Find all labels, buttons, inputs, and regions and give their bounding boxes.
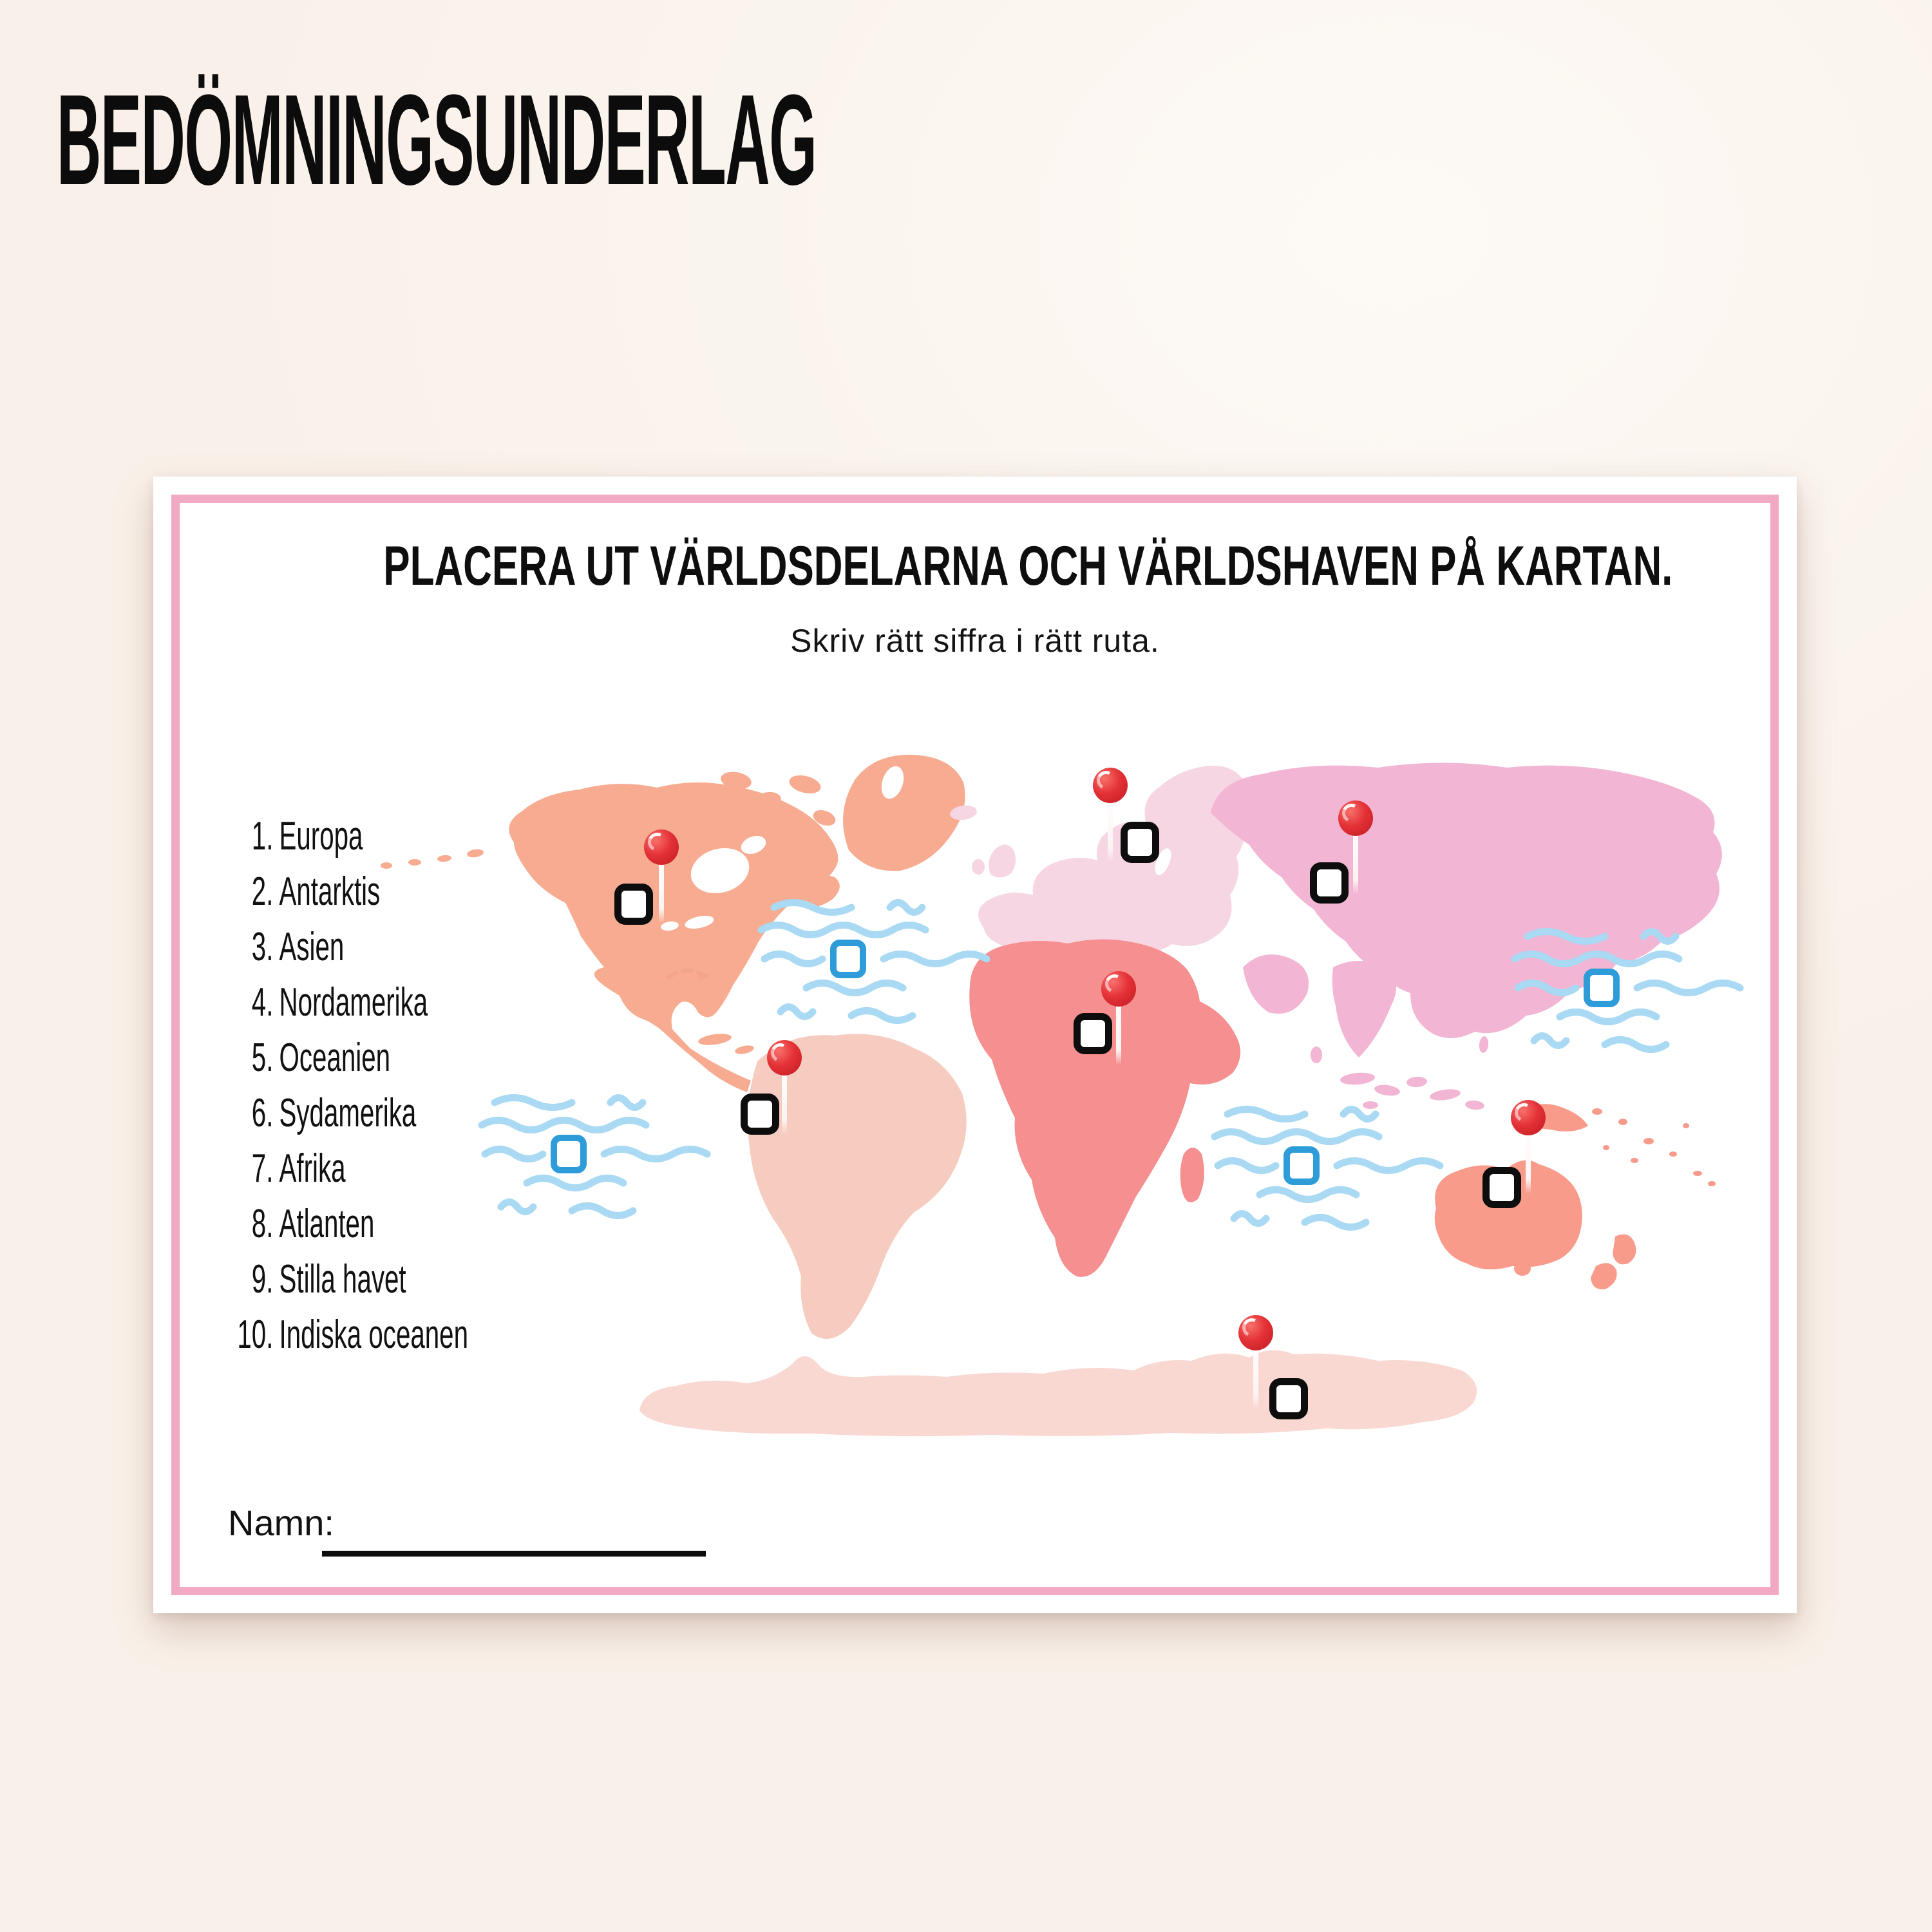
list-item-number: 2. [251, 869, 274, 914]
list-item-label: Oceanien [279, 1036, 391, 1080]
list-item-label: Asien [279, 925, 345, 969]
list-item-6 [233, 1086, 468, 1141]
pin-head [1093, 768, 1128, 803]
answer-box-atlanten[interactable] [830, 940, 866, 978]
list-item-label: Indiska oceanen [279, 1312, 469, 1357]
answer-box-nordamerika[interactable] [614, 884, 653, 925]
worksheet-card [153, 477, 1797, 1613]
name-label: Namn: [228, 1502, 334, 1543]
answer-box-indiska-oceanen[interactable] [1283, 1146, 1320, 1185]
list-item-label: Atlanten [279, 1202, 375, 1246]
pin-head [1511, 1100, 1546, 1135]
answer-box-asien[interactable] [1310, 862, 1349, 904]
list-item-number: 4. [251, 980, 274, 1025]
name-line[interactable] [322, 1551, 706, 1557]
answer-box-sydamerika[interactable] [741, 1094, 779, 1135]
list-item-number: 8. [251, 1202, 274, 1246]
pin-head [644, 829, 679, 865]
answer-box-afrika[interactable] [1074, 1013, 1112, 1054]
name-row [228, 1502, 334, 1544]
answer-box-europa[interactable] [1121, 822, 1159, 863]
list-item-number: 9. [251, 1257, 274, 1302]
pin-head [767, 1040, 802, 1075]
list-item-number: 7. [251, 1146, 274, 1191]
page-heading: BEDÖMNINGSUNDERLAG [57, 68, 817, 212]
answer-box-antarktis[interactable] [1269, 1378, 1308, 1419]
answer-box-oceanien[interactable] [1482, 1167, 1521, 1208]
worksheet-title: PLACERA UT VÄRLDSDELARNA OCH VÄRLDSHAVEN PÅ KARTAN. [383, 535, 1673, 597]
list-item-label: Nordamerika [279, 980, 428, 1025]
list-item-7 [233, 1141, 468, 1197]
list-item-9 [233, 1252, 468, 1307]
list-item-8 [233, 1197, 468, 1252]
list-item-label: Stilla havet [279, 1257, 406, 1302]
continent-ocean-list [233, 809, 595, 1363]
list-item-label: Europa [279, 814, 363, 858]
list-item-label: Antarktis [279, 869, 381, 914]
list-item-10 [233, 1307, 468, 1363]
list-item-3 [233, 920, 468, 975]
list-item-2 [233, 864, 468, 920]
list-item-number: 10. [237, 1312, 274, 1357]
list-item-1 [233, 809, 468, 864]
answer-box-stilla-havet-ost[interactable] [1584, 969, 1620, 1007]
pin-head [1338, 800, 1373, 836]
list-item-number: 3. [251, 925, 274, 969]
pin-head [1238, 1315, 1273, 1350]
list-item-number: 1. [251, 814, 274, 858]
list-item-5 [233, 1030, 468, 1086]
list-item-4 [233, 975, 468, 1030]
list-item-label: Sydamerika [279, 1091, 417, 1135]
pin-head [1101, 971, 1136, 1007]
list-item-label: Afrika [279, 1146, 346, 1191]
list-item-number: 6. [251, 1091, 274, 1135]
worksheet-subtitle: Skriv rätt siffra i rätt ruta. [790, 623, 1160, 659]
list-item-number: 5. [251, 1036, 274, 1080]
